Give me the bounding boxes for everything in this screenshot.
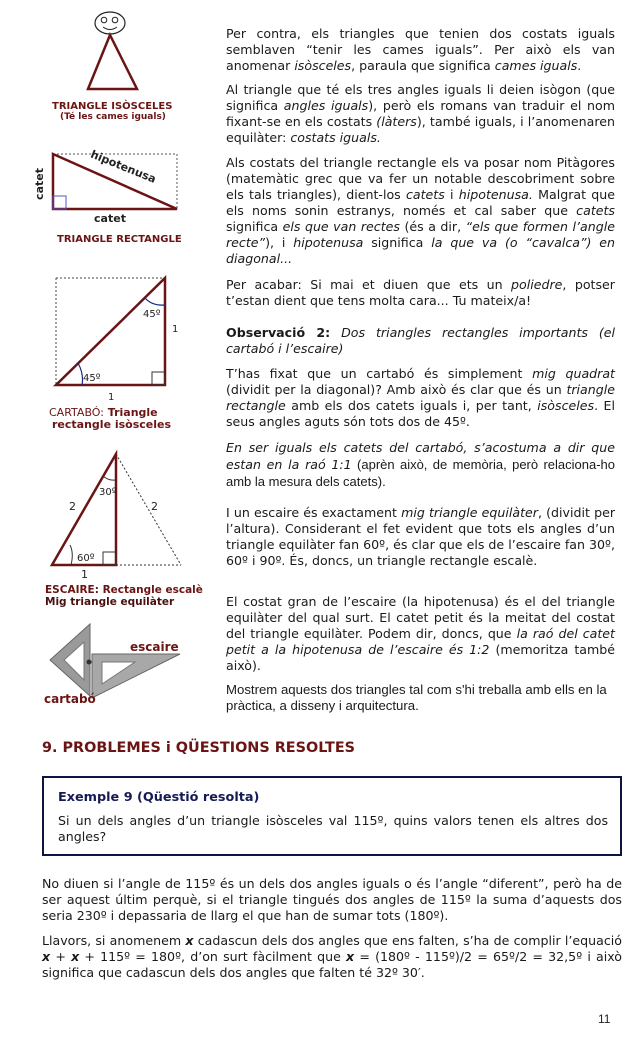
paragraph-polyhedron: Per acabar: Si mai et diuen que ets un poliedre, potser t’estan dient que tens molta cara... Tu mateix/a! [226,277,615,308]
escaire-bottom-angle: 60º [77,553,95,564]
solution-paragraph-1: No diuen si l’angle de 115º és un dels dos angles iguals o és l’angle “diferent”, però ha de ser aquest últim perquè, si el triangle tingués dos angles de 115º la suma d’aquests dos seria 230º i depassaria de llarg el que han de sumar tots (180º). [42,876,622,923]
vertical-catet-label: catet [33,168,46,200]
escaire-figure [45,450,195,585]
cartabo-figure [48,270,188,410]
isosceles-caption: TRIANGLE ISÒSCELES (Té les cames iguals) [52,101,173,122]
paragraph-ratio-1-1: En ser iguals els catets del cartabó, s’acostuma a dir que estan en la raó 1:1 (aprèn això, de memòria, però relaciona-ho amb la mesura dels catets). [226,440,615,489]
example-title: Exemple 9 (Qüestió resolta) [58,790,260,805]
paragraph-cartabo: T’has fixat que un cartabó és simplement mig quadrat (dividit per la diagonal)? Amb això és clar que és un triangle rectangle amb els dos catets iguals i, per tant, isòsceles. El seus angles aguts són tots dos de 45º. [226,366,616,429]
paragraph-ratio-1-2: El costat gran de l’escaire (la hipotenusa) és el del triangle equilàter del qual surt. El catet petit és la meitat del costat del triangle equilàter. Podem dir, doncs, que la raó del catet petit a la hipotenusa de l’escaire és 1:2 (memoritza també això). [226,594,615,673]
paragraph-pythagoras: Als costats del triangle rectangle els va posar nom Pitàgores (matemàtic grec que va fer un notable descobriment sobre els tals triangles), dient-los catets i hipotenusa. Malgrat que els noms sonin estranys, només et cal saber que catets significa els que van rectes (és a dir, “els que formen l’angle recte”), i hipotenusa significa la que va (o “cavalca”) en diagonal... [226,155,616,266]
escaire-top-angle: 30º [99,487,117,498]
observation-heading: Observació 2: Dos triangles rectangles importants (el cartabó i l’escaire) [226,325,616,356]
cartabo-tool-icon [50,624,92,696]
paragraph-practice: Mostrem aquests dos triangles tal com s'hi treballa amb ells en la pràctica, a disseny i arquitectura. [226,682,607,713]
cartabo-tool-label: cartabó [44,692,96,706]
section-title: 9. PROBLEMES i QÜESTIONS RESOLTES [42,740,356,756]
page-number: 11 [598,1012,611,1026]
paragraph-escaire: I un escaire és exactament mig triangle equilàter, (dividit per l’altura). Considerant el fet evident que tots els angles d’un triangle equilàter fan 60º, és clar que els de l’escaire fan 30º, 60º i 90º. És, doncs, un triangle rectangle escalè. [226,505,615,568]
hypotenuse-label: hipotenusa [88,148,158,186]
example-question: Si un dels angles d’un triangle isòsceles val 115º, quins valors tenen els altres dos angles? [58,813,608,844]
isosceles-triangle [88,35,137,89]
escaire-tool-label: escaire [130,640,179,654]
solution-paragraph-2: Llavors, si anomenem x cadascun dels dos angles que ens falten, s’ha de complir l’equació x + x + 115º = 180º, d’on surt fàcilment que x = (180º - 115º)/2 = 65º/2 = 32,5º i això significa que cadascun dels dos angles que falten té 32º 30′. [42,933,622,980]
cartabo-side-right: 1 [172,324,179,335]
smiley-face-icon [95,12,125,34]
paragraph-equilateral: Al triangle que té els tres angles iguals li deien isògon (que significa angles iguals), però els romans van traduir el nom fixant-se en els costats (làters), també iguals, i l’anomenaren equilàter: costats iguals. [226,82,615,145]
escaire-tool-icon [92,654,180,698]
horizontal-catet-label: catet [94,212,126,223]
right-triangle-caption: TRIANGLE RECTANGLE [57,234,182,245]
cartabo-side-bottom: 1 [108,392,115,403]
escaire-dashed-side-label: 2 [151,500,158,513]
right-triangle-figure [30,148,190,223]
example-box [42,776,622,856]
isosceles-figure [60,5,200,95]
escaire-base-label: 1 [81,568,88,581]
paragraph-isosceles: Per contra, els triangles que tenien dos costats iguals semblaven “tenir les cames iguals”. Per això els van anomenar isòsceles, paraula que significa cames iguals. [226,26,615,73]
cartabo-bottom-angle: 45º [83,373,101,384]
cartabo-top-angle: 45º [143,309,161,320]
escaire-caption: ESCAIRE: Rectangle escalè Mig triangle equilàter [45,584,203,608]
escaire-hypotenuse-label: 2 [69,500,76,513]
cartabo-caption: CARTABÓ: Triangle rectangle isòsceles [49,406,172,431]
